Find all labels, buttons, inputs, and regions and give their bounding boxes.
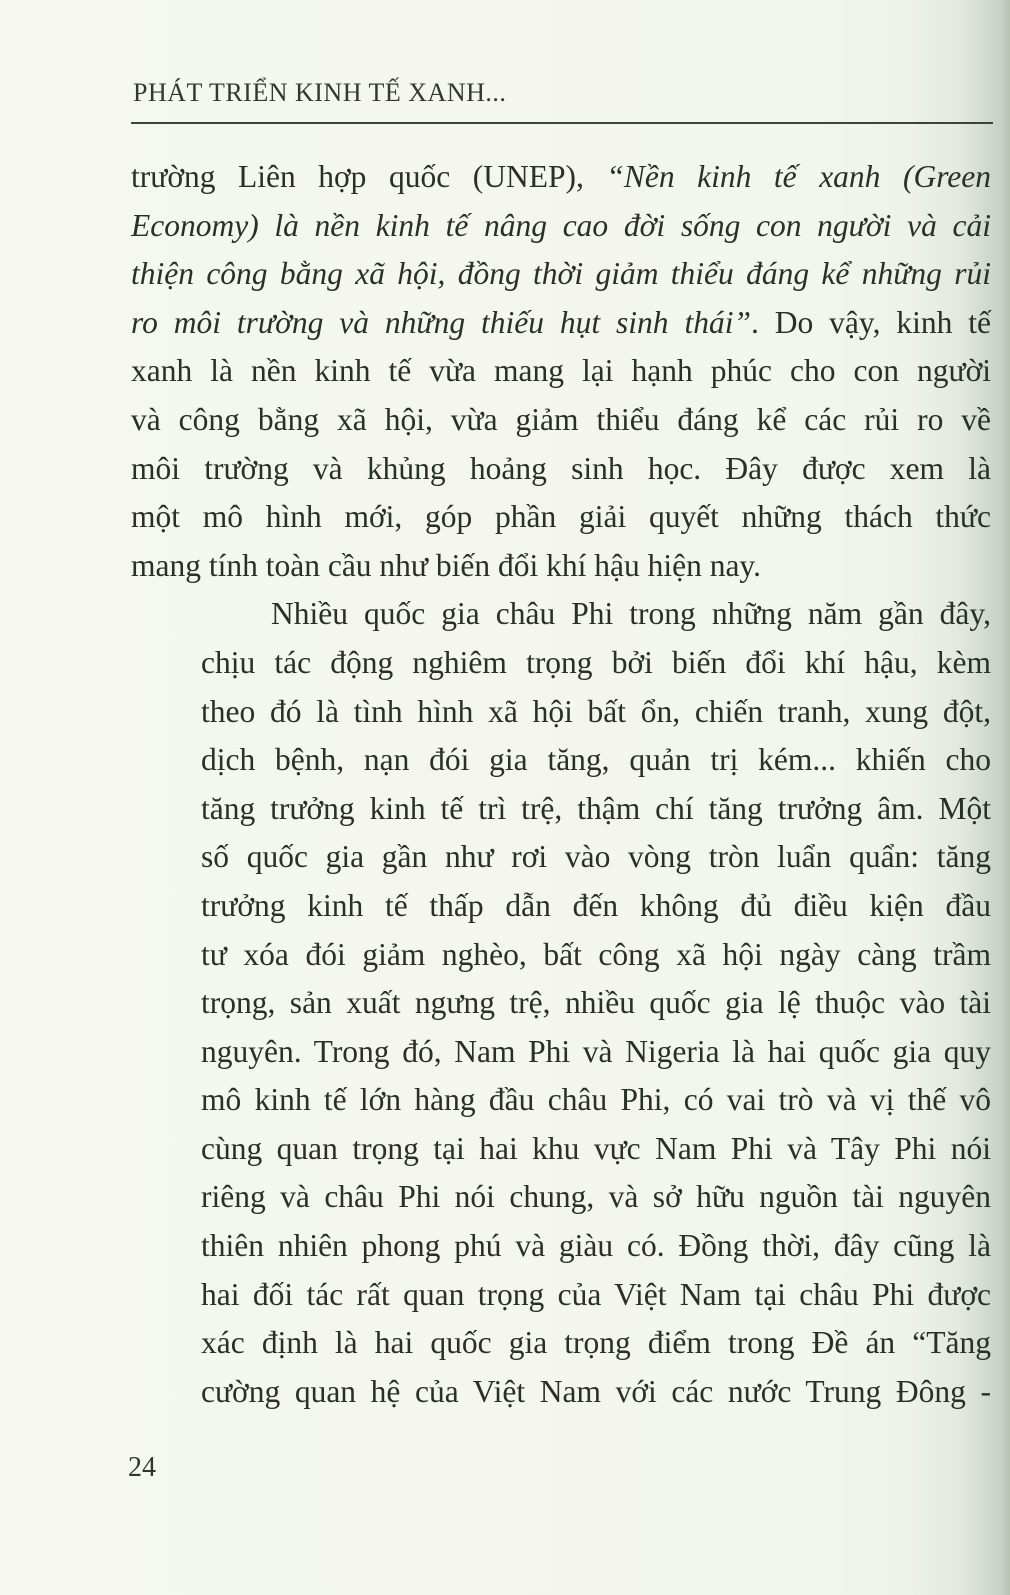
italic-quote-text: ro môi trường và những thiếu hụt sinh thái” [131,304,751,340]
text-run: Nhiều quốc gia châu Phi trong những năm gần đây, [271,596,991,632]
text-line [131,250,991,299]
text-run: dịch bệnh, nạn đói gia tăng, quản trị kém... khiến cho [201,742,991,778]
text-line [131,833,991,882]
text-run: theo đó là tình hình xã hội bất ổn, chiến tranh, xung đột, [201,693,991,729]
text-line [131,1368,991,1417]
text-line [131,785,991,834]
text-run: cường quan hệ của Việt Nam với các nước Trung Đông - [201,1373,991,1409]
text-run: chịu tác động nghiêm trọng bởi biến đổi khí hậu, kèm [201,644,991,680]
text-run: thiên nhiên phong phú và giàu có. Đồng thời, đây cũng là [201,1228,991,1264]
text-line [131,153,991,202]
text-run: và công bằng xã hội, vừa giảm thiểu đáng kể các rủi ro về [131,401,991,437]
text-line [131,590,991,639]
body-text [131,153,991,1416]
text-line [131,1319,991,1368]
text-run: riêng và châu Phi nói chung, và sở hữu nguồn tài nguyên [201,1179,991,1215]
text-run: số quốc gia gần như rơi vào vòng tròn luẩn quẩn: tăng [201,839,991,875]
text-run: hai đối tác rất quan trọng của Việt Nam tại châu Phi được [201,1276,991,1312]
text-run: môi trường và khủng hoảng sinh học. Đây được xem là [131,450,991,486]
text-line [131,1125,991,1174]
text-run: trường Liên hợp quốc (UNEP), [131,159,607,194]
text-run: mô kinh tế lớn hàng đầu châu Phi, có vai trò và vị thế vô [201,1082,991,1118]
text-run: trọng, sản xuất ngưng trệ, nhiều quốc gia lệ thuộc vào tài [201,985,991,1021]
page-number: 24 [128,1452,156,1483]
italic-quote-text: thiện công bằng xã hội, đồng thời giảm thiểu đáng kể những rủi [131,256,991,292]
running-head-title: PHÁT TRIỂN KINH TẾ XANH... [133,78,507,107]
text-line [131,1222,991,1271]
text-run: một mô hình mới, góp phần giải quyết những thách thức [131,499,991,535]
text-line [131,688,991,737]
text-line [131,639,991,688]
text-run: trưởng kinh tế thấp dẫn đến không đủ điều kiện đầu [201,887,991,923]
text-run: xác định là hai quốc gia trọng điểm trong Đề án “Tăng [201,1325,991,1361]
text-run: tăng trưởng kinh tế trì trệ, thậm chí tăng trưởng âm. Một [201,790,991,826]
text-run: tư xóa đói giảm nghèo, bất công xã hội ngày càng trầm [201,936,991,972]
text-line [131,1076,991,1125]
text-line [131,1271,991,1320]
italic-quote-text: Economy) là nền kinh tế nâng cao đời sống con người và cải [131,207,991,243]
header-rule-divider [131,122,993,124]
text-line [131,202,991,251]
text-run: cùng quan trọng tại hai khu vực Nam Phi và Tây Phi nói [201,1130,991,1166]
text-line [131,979,991,1028]
text-line [131,931,991,980]
text-line [131,347,991,396]
text-line [131,882,991,931]
text-line [131,299,991,348]
text-line [131,445,991,494]
text-line [131,736,991,785]
text-run: mang tính toàn cầu như biến đổi khí hậu hiện nay. [131,547,762,583]
paragraph [131,153,991,590]
text-line [131,542,991,591]
text-line [131,1028,991,1077]
paragraph [131,590,991,1416]
text-run: xanh là nền kinh tế vừa mang lại hạnh phúc cho con người [131,353,991,389]
text-run: . Do vậy, kinh tế [750,304,992,340]
text-run: nguyên. Trong đó, Nam Phi và Nigeria là hai quốc gia quy [201,1033,991,1069]
italic-quote-text: “Nền kinh tế xanh (Green [606,159,992,194]
text-line [131,1173,991,1222]
text-line [131,493,991,542]
text-line [131,396,991,445]
